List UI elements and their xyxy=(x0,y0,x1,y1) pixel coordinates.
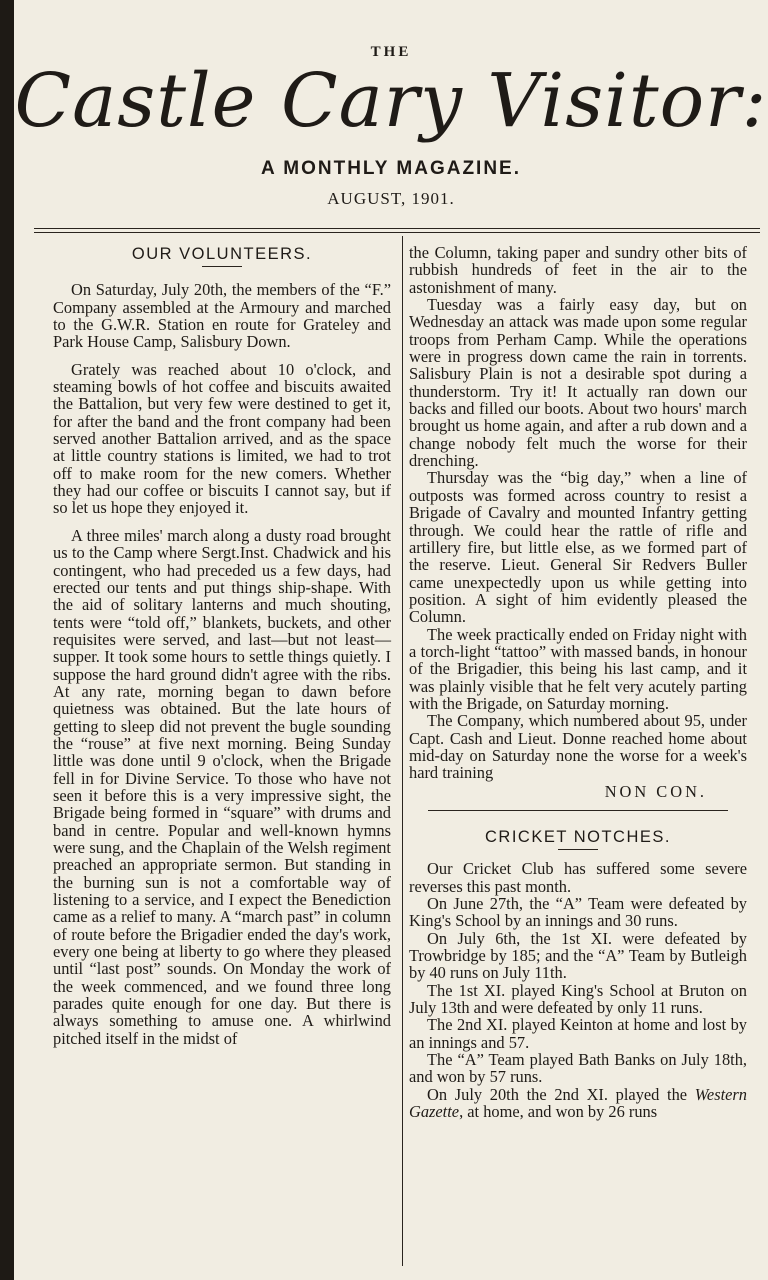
heading-dash xyxy=(202,266,242,267)
article-paragraph: The Company, which numbered about 95, under Capt. Cash and Lieut. Donne reached home about mid-day on Saturday none the worse for a week's hard training xyxy=(409,711,747,783)
article-paragraph xyxy=(409,1086,747,1121)
issue-date: AUGUST, 1901. xyxy=(327,189,455,208)
masthead-subtitle: A MONTHLY MAGAZINE. xyxy=(260,158,522,179)
column-divider xyxy=(402,236,403,1266)
text-run: , at home, and won by 26 runs xyxy=(459,1102,658,1122)
newspaper-name: Western Gazette xyxy=(409,1084,747,1122)
article-paragraph: The 1st XI. played King's School at Bruton on July 13th and were defeated by only 11 runs. xyxy=(409,980,747,1018)
article-paragraph: On June 27th, the “A” Team were defeated by King's School by an innings and 30 runs. xyxy=(409,894,747,931)
article-separator xyxy=(428,810,728,811)
article-paragraph: Our Cricket Club has suffered some severe reverses this past month. xyxy=(409,859,747,896)
header-rule-top xyxy=(34,228,760,229)
article-paragraph: the Column, taking paper and sundry other bits of rubbish hundreds of feet in the air to the astonishment of many. xyxy=(409,243,747,297)
article-paragraph: A three miles' march along a dusty road brought us to the Camp where Sergt.Inst. Chadwick and his contingent, who had preceded us a few days, had erected our tents and put things ship-shape. With the aid of solitary lanterns and much shouting, tents were “told off,” blankets, buckets, and other requisites were served, and last—but not least—supper. It took some hours to settle things quietly. I suppose the hard ground didn't agree with the ribs. At any rate, morning began to dawn before quietness was obtained. But the late hours of getting to sleep did not prevent the bugle sounding the “rouse” at five next morning. Being Sunday little was done until 9 o'clock, when the Brigade fell in for Divine Service. To those who have not seen it before this is a very impressive sight, the Brigade being formed in “square” with drums and band in centre. Popular and well-known hymns were sung, and the Chaplain of the Welsh regiment preached an appropriate sermon. But standing in the burning sun is not a comfortable way of listening to a service, and I expect the Benediction came as a relief to many. A “march past” in column of route before the Brigadier ended the day's work, every one being at liberty to go where they pleased until “last post” sounds. On Monday the work of the week commenced, and we found three long parades quite enough for one day. But there is always something to amuse one. A whirlwind pitched itself in the midst of xyxy=(53,525,391,1048)
masthead-the: THE xyxy=(370,44,412,60)
article-paragraph: On July 6th, the 1st XI. were defeated by Trowbridge by 185; and the “A” Team by Butleigh by 40 runs on July 11th. xyxy=(409,928,747,983)
header-rule-bottom xyxy=(34,232,760,233)
article-paragraph: The “A” Team played Bath Banks on July 18th, and won by 57 runs. xyxy=(409,1050,747,1087)
article-signature: NON CON. xyxy=(604,781,707,801)
article-paragraph: On Saturday, July 20th, the members of the “F.” Company assembled at the Armoury and marched to the G.W.R. Station en route for Grateley and Park House Camp, Salisbury Down. xyxy=(53,280,391,352)
article-paragraph: Grately was reached about 10 o'clock, and steaming bowls of hot coffee and biscuits awaited the Battalion, but very few were destined to get it, for after the band and the front company had been served another Battalion arrived, and as the space at little country stations is limited, we had to trot off to make room for the new comers. Whether they had our coffee or biscuits I cannot say, but if so let us hope they enjoyed it. xyxy=(53,359,391,518)
right-column xyxy=(409,244,747,1121)
left-column xyxy=(53,242,391,1047)
heading-dash xyxy=(558,849,598,850)
article-paragraph: The 2nd XI. played Keinton at home and lost by an innings and 57. xyxy=(409,1015,747,1052)
article-heading-cricket: CRICKET NOTCHES. xyxy=(485,828,671,846)
text-run: On July 20th the 2nd XI. played the xyxy=(427,1084,695,1104)
article-paragraph: Tuesday was a fairly easy day, but on Wednesday an attack was made upon some regular troops from Perham Camp. While the operations were in progress down came the rain in torrents. Salisbury Plain is not a desirable spot during a thunderstorm. Try it! It actually ran down our backs and filled our boots. About two hours' march brought us home again, and after a rub down and a change nobody felt much the worse for their drenching. xyxy=(409,295,747,471)
magazine-page xyxy=(14,0,768,1280)
article-paragraph: The week practically ended on Friday night with a torch-light “tattoo” with massed bands, in honour of the Brigadier, this being his last camp, and it was plainly visible that he felt very acutely parting with the Brigade, on Saturday morning. xyxy=(409,624,747,713)
article-heading-volunteers: OUR VOLUNTEERS. xyxy=(131,245,313,263)
article-paragraph: Thursday was the “big day,” when a line of outposts was formed across country to resist a Brigade of Cavalry and mounted Infantry getting through. We could hear the rattle of rifle and artillery fire, but little else, as we formed part of the reserve. Lieut. General Sir Redvers Buller came unexpectedly upon us while getting into position. A sight of him evidently pleased the Column. xyxy=(409,468,747,627)
masthead-title: Castle Cary Visitor: xyxy=(14,58,768,144)
